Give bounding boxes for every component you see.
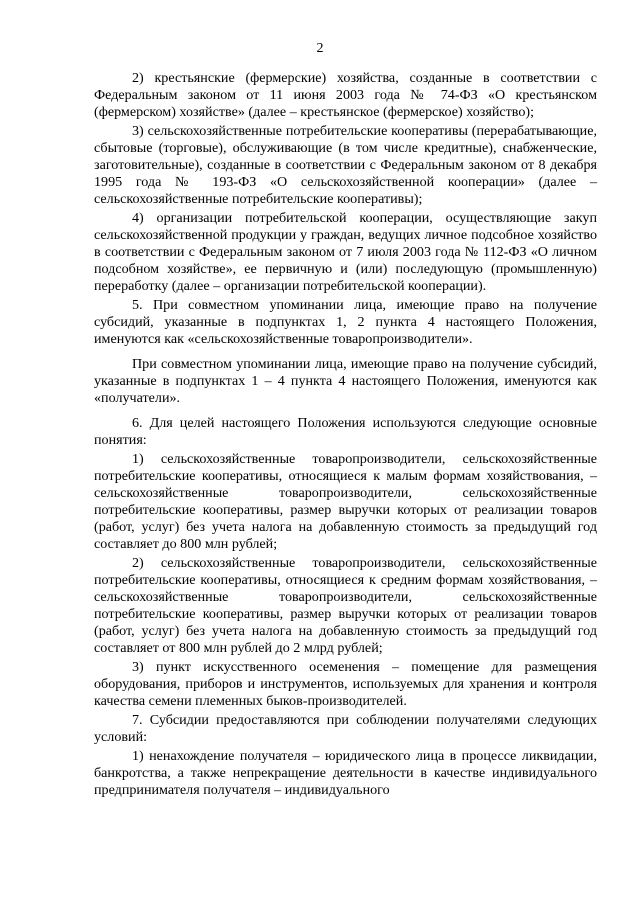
paragraph-farm-households: 2) крестьянские (фермерские) хозяйства, созданные в соответствии с Федеральным законом от 11 июня 2003 года № 74-ФЗ «О крестьянском (фермерском) хозяйстве» (далее – крестьянское (фермерское) хозяйство); — [94, 70, 597, 120]
paragraph-consumer-cooperation-organizations: 4) организации потребительской кооперации, осуществляющие закуп сельскохозяйственной продукции у граждан, ведущих личное подсобное хозяйство в соответствии с Федеральным законом от 7 июля 2003 года № 112-ФЗ «О личном подсобном хозяйстве», ее первичную и (или) последующую (промышленную) переработку (далее – организации потребительской кооперации). — [94, 210, 597, 294]
paragraph-small-forms: 1) сельскохозяйственные товаропроизводители, сельскохозяйственные потребительские кооперативы, относящиеся к малым формам хозяйствования, – сельскохозяйственные товаропроизводители, сельскохозяйственные потребительские кооперативы, размер выручки которых от реализации товаров (работ, услуг) без учета налога на добавленную стоимость за предыдущий год составляет до 800 млн рублей; — [94, 451, 597, 552]
paragraph-condition-1: 1) ненахождение получателя – юридического лица в процессе ликвидации, банкротства, а также непрекращение деятельности в качестве индивидуального предпринимателя получателя – индивидуального — [94, 748, 597, 798]
paragraph-item-5: 5. При совместном упоминании лица, имеющие право на получение субсидий, указанные в подпунктах 1, 2 пункта 4 настоящего Положения, именуются как «сельскохозяйственные товаропроизводители». — [94, 297, 597, 347]
page-number: 2 — [316, 41, 324, 56]
paragraph-recipients: При совместном упоминании лица, имеющие право на получение субсидий, указанные в подпунктах 1 – 4 пункта 4 настоящего Положения, именуются как «получатели». — [94, 356, 597, 406]
paragraph-item-6: 6. Для целей настоящего Положения используются следующие основные понятия: — [94, 415, 597, 448]
document-body — [94, 70, 597, 799]
paragraph-insemination-point: 3) пункт искусственного осеменения – помещение для размещения оборудования, приборов и инструментов, используемых для хранения и контроля качества семени племенных быков-производителей. — [94, 659, 597, 709]
paragraph-medium-forms: 2) сельскохозяйственные товаропроизводители, сельскохозяйственные потребительские кооперативы, относящиеся к средним формам хозяйствования, – сельскохозяйственные товаропроизводители, сельскохозяйственные потребительские кооперативы, размер выручки которых от реализации товаров (работ, услуг) без учета налога на добавленную стоимость за предыдущий год составляет от 800 млн рублей до 2 млрд рублей; — [94, 555, 597, 656]
paragraph-consumer-cooperatives: 3) сельскохозяйственные потребительские кооперативы (перерабатывающие, сбытовые (торговые), обслуживающие (в том числе кредитные), снабженческие, заготовительные), созданные в соответствии с Федеральным законом от 8 декабря 1995 года № 193-ФЗ «О сельскохозяйственной кооперации» (далее – сельскохозяйственные потребительские кооперативы); — [94, 123, 597, 207]
paragraph-item-7: 7. Субсидии предоставляются при соблюдении получателями следующих условий: — [94, 712, 597, 745]
